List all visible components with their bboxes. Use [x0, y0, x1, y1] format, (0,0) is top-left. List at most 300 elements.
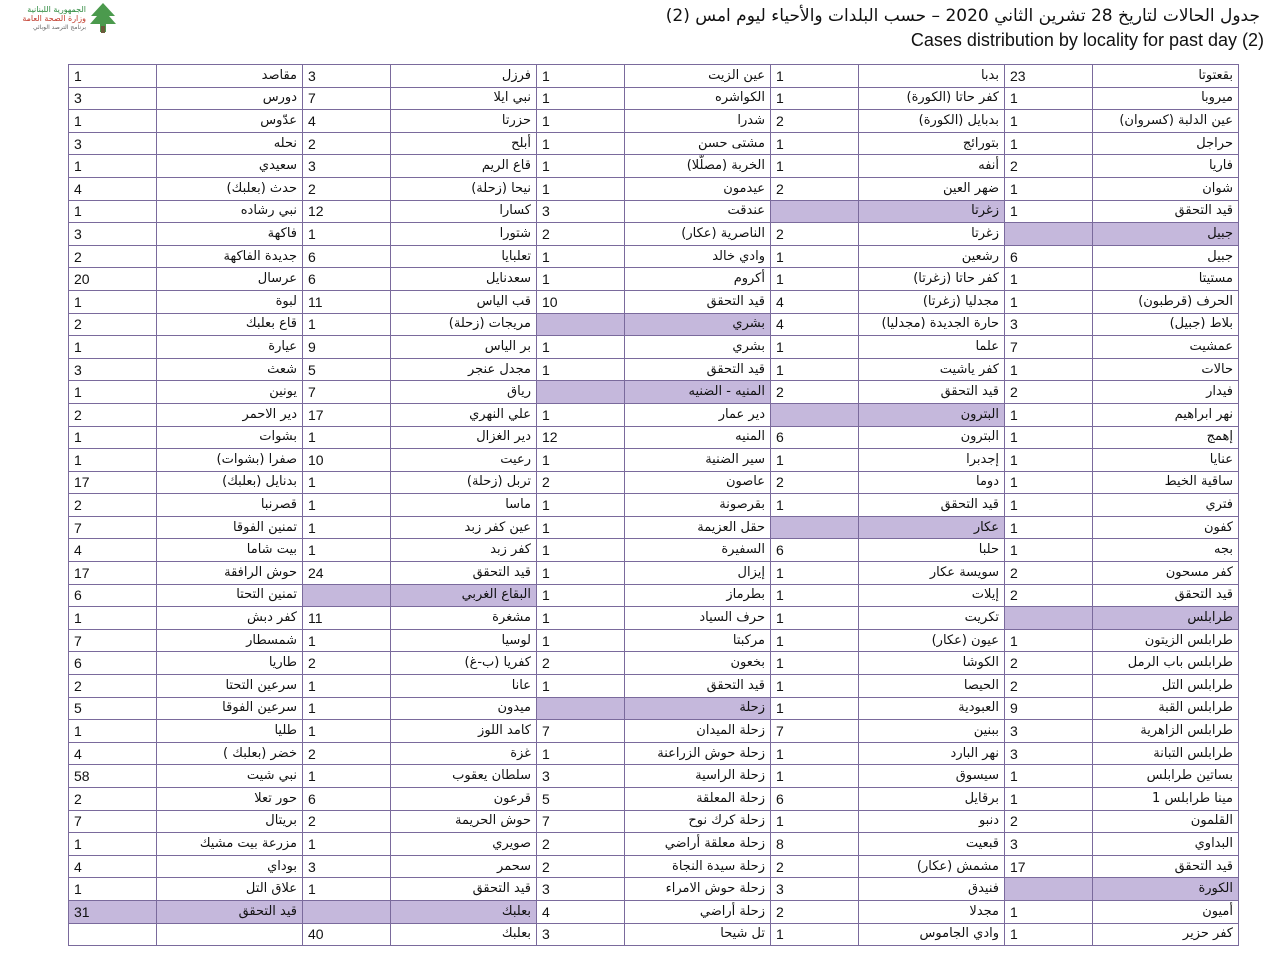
table-row: [69, 132, 1239, 155]
case-count-cell: [1005, 878, 1093, 901]
case-count-cell: 1: [771, 132, 859, 155]
locality-name-cell: فيدار: [1093, 381, 1239, 404]
case-count-cell: 2: [537, 652, 625, 675]
case-count-cell: 1: [771, 675, 859, 698]
case-count-cell: 1: [771, 923, 859, 946]
locality-name-cell: عمشيت: [1093, 336, 1239, 359]
case-count-cell: 2: [303, 177, 391, 200]
locality-name-cell: حالات: [1093, 358, 1239, 381]
case-count-cell: [537, 381, 625, 404]
locality-name-cell: [157, 923, 303, 946]
locality-name-cell: بتورائج: [859, 132, 1005, 155]
case-count-cell: 1: [771, 652, 859, 675]
locality-name-cell: مقاصد: [157, 65, 303, 88]
locality-name-cell: كسارا: [391, 200, 537, 223]
case-count-cell: 3: [303, 155, 391, 178]
locality-name-cell: بعلبك: [391, 923, 537, 946]
table-row: [69, 336, 1239, 359]
case-count-cell: 4: [69, 742, 157, 765]
case-count-cell: 1: [771, 810, 859, 833]
locality-name-cell: الكوشا: [859, 652, 1005, 675]
case-count-cell: 1: [303, 629, 391, 652]
case-count-cell: 1: [1005, 132, 1093, 155]
case-count-cell: 1: [69, 110, 157, 133]
locality-name-cell: تربل (زحلة): [391, 471, 537, 494]
case-count-cell: 2: [1005, 675, 1093, 698]
district-header-cell: البترون: [859, 403, 1005, 426]
case-count-cell: 1: [771, 87, 859, 110]
locality-name-cell: شعث: [157, 358, 303, 381]
locality-name-cell: الحيصا: [859, 675, 1005, 698]
table-row: [69, 742, 1239, 765]
table-row: [69, 403, 1239, 426]
case-count-cell: 1: [771, 268, 859, 291]
case-count-cell: 3: [303, 855, 391, 878]
case-count-cell: 1: [1005, 200, 1093, 223]
case-count-cell: 4: [537, 900, 625, 923]
case-count-cell: 1: [1005, 110, 1093, 133]
locality-name-cell: نبي ايلا: [391, 87, 537, 110]
case-count-cell: 1: [303, 494, 391, 517]
table-row: [69, 788, 1239, 811]
case-count-cell: 1: [537, 65, 625, 88]
locality-name-cell: عين الزيت: [625, 65, 771, 88]
case-count-cell: 1: [69, 65, 157, 88]
locality-name-cell: قيد التحقق: [625, 358, 771, 381]
district-header-cell: زحلة: [625, 697, 771, 720]
locality-name-cell: قصرنبا: [157, 494, 303, 517]
case-count-cell: 1: [303, 878, 391, 901]
case-count-cell: 4: [69, 539, 157, 562]
locality-name-cell: دير الغزال: [391, 426, 537, 449]
case-count-cell: 2: [69, 494, 157, 517]
locality-name-cell: حور تعلا: [157, 788, 303, 811]
case-count-cell: 1: [771, 562, 859, 585]
case-count-cell: 2: [537, 833, 625, 856]
locality-name-cell: فاكهة: [157, 223, 303, 246]
cases-table: [68, 64, 1239, 946]
case-count-cell: 3: [1005, 742, 1093, 765]
locality-name-cell: عدّوس: [157, 110, 303, 133]
locality-name-cell: كفر زبد: [391, 539, 537, 562]
case-count-cell: 1: [1005, 788, 1093, 811]
table-row: [69, 313, 1239, 336]
case-count-cell: 1: [537, 87, 625, 110]
locality-name-cell: ضهر العين: [859, 177, 1005, 200]
locality-name-cell: أكروم: [625, 268, 771, 291]
locality-name-cell: بقعتوتا: [1093, 65, 1239, 88]
locality-name-cell: البداوي: [1093, 833, 1239, 856]
locality-name-cell: أنفه: [859, 155, 1005, 178]
locality-name-cell: نبي رشاده: [157, 200, 303, 223]
locality-name-cell: سلطان يعقوب: [391, 765, 537, 788]
case-count-cell: 1: [1005, 900, 1093, 923]
case-count-cell: 1: [1005, 177, 1093, 200]
case-count-cell: 4: [771, 313, 859, 336]
district-header-cell: زغرتا: [859, 200, 1005, 223]
case-count-cell: 2: [69, 245, 157, 268]
table-row: [69, 290, 1239, 313]
table-row: [69, 358, 1239, 381]
locality-name-cell: كفر دبش: [157, 607, 303, 630]
locality-name-cell: مركبتا: [625, 629, 771, 652]
locality-name-cell: بوداي: [157, 855, 303, 878]
table-row: [69, 607, 1239, 630]
locality-name-cell: حوش الحريمة: [391, 810, 537, 833]
locality-name-cell: دير الاحمر: [157, 403, 303, 426]
case-count-cell: 1: [303, 426, 391, 449]
cases-table-body: [69, 65, 1239, 946]
locality-name-cell: زحلة الراسية: [625, 765, 771, 788]
case-count-cell: [303, 900, 391, 923]
case-count-cell: 1: [537, 539, 625, 562]
table-row: [69, 810, 1239, 833]
locality-name-cell: قيد التحقق: [859, 494, 1005, 517]
locality-name-cell: بدبا: [859, 65, 1005, 88]
case-count-cell: [771, 516, 859, 539]
case-count-cell: 10: [303, 449, 391, 472]
case-count-cell: 20: [69, 268, 157, 291]
locality-name-cell: إيزال: [625, 562, 771, 585]
locality-name-cell: لوسيا: [391, 629, 537, 652]
case-count-cell: 1: [537, 516, 625, 539]
case-count-cell: 1: [69, 426, 157, 449]
logo-line-3: برنامج الترصد الوبائي: [32, 24, 86, 31]
locality-name-cell: تكريت: [859, 607, 1005, 630]
case-count-cell: 1: [303, 516, 391, 539]
case-count-cell: 1: [303, 675, 391, 698]
locality-name-cell: المنيه: [625, 426, 771, 449]
locality-name-cell: وادي خالد: [625, 245, 771, 268]
locality-name-cell: العبودية: [859, 697, 1005, 720]
page-title-arabic: جدول الحالات لتاريخ 28 تشرين الثاني 2020 – حسب البلدات والأحياء ليوم امس (2): [665, 6, 1260, 26]
locality-name-cell: أبلح: [391, 132, 537, 155]
case-count-cell: 31: [69, 900, 157, 923]
case-count-cell: 1: [69, 720, 157, 743]
locality-name-cell: طرابلس باب الرمل: [1093, 652, 1239, 675]
locality-name-cell: بطرماز: [625, 584, 771, 607]
locality-name-cell: طليا: [157, 720, 303, 743]
page-header: [0, 0, 1280, 62]
table-row: [69, 833, 1239, 856]
locality-name-cell: دوما: [859, 471, 1005, 494]
case-count-cell: 17: [1005, 855, 1093, 878]
case-count-cell: 9: [1005, 697, 1093, 720]
case-count-cell: 3: [1005, 313, 1093, 336]
case-count-cell: 17: [69, 562, 157, 585]
case-count-cell: 2: [69, 403, 157, 426]
locality-name-cell: علي النهري: [391, 403, 537, 426]
locality-name-cell: بيت شاما: [157, 539, 303, 562]
case-count-cell: 1: [537, 607, 625, 630]
locality-name-cell: كفر ياشيت: [859, 358, 1005, 381]
district-header-cell: بشري: [625, 313, 771, 336]
locality-name-cell: زحلة أراضي: [625, 900, 771, 923]
case-count-cell: 1: [303, 539, 391, 562]
case-count-cell: 1: [771, 65, 859, 88]
locality-name-cell: سعدنايل: [391, 268, 537, 291]
locality-name-cell: فتري: [1093, 494, 1239, 517]
table-row: [69, 426, 1239, 449]
case-count-cell: 2: [1005, 381, 1093, 404]
case-count-cell: 1: [1005, 358, 1093, 381]
locality-name-cell: الكواشره: [625, 87, 771, 110]
case-count-cell: 1: [771, 336, 859, 359]
table-row: [69, 652, 1239, 675]
locality-name-cell: سرعين الفوقا: [157, 697, 303, 720]
table-row: [69, 268, 1239, 291]
case-count-cell: 2: [69, 788, 157, 811]
locality-name-cell: علما: [859, 336, 1005, 359]
case-count-cell: 7: [771, 720, 859, 743]
locality-name-cell: مجدلا: [859, 900, 1005, 923]
table-row: [69, 155, 1239, 178]
case-count-cell: 5: [69, 697, 157, 720]
locality-name-cell: ميروبا: [1093, 87, 1239, 110]
table-row: [69, 200, 1239, 223]
locality-name-cell: عنايا: [1093, 449, 1239, 472]
case-count-cell: 6: [303, 268, 391, 291]
case-count-cell: 9: [303, 336, 391, 359]
case-count-cell: 1: [537, 132, 625, 155]
case-count-cell: [1005, 223, 1093, 246]
table-row: [69, 177, 1239, 200]
table-row: [69, 855, 1239, 878]
case-count-cell: 4: [303, 110, 391, 133]
case-count-cell: 3: [771, 878, 859, 901]
case-count-cell: 1: [537, 494, 625, 517]
case-count-cell: 3: [1005, 720, 1093, 743]
locality-name-cell: بجه: [1093, 539, 1239, 562]
table-row: [69, 110, 1239, 133]
locality-name-cell: مشغرة: [391, 607, 537, 630]
cases-table-wrapper: [68, 64, 1238, 946]
case-count-cell: 11: [303, 607, 391, 630]
locality-name-cell: أميون: [1093, 900, 1239, 923]
district-header-cell: المنيه - الضنيه: [625, 381, 771, 404]
case-count-cell: 10: [537, 290, 625, 313]
locality-name-cell: عين كفر زبد: [391, 516, 537, 539]
case-count-cell: 1: [771, 494, 859, 517]
case-count-cell: [1005, 607, 1093, 630]
case-count-cell: 2: [303, 742, 391, 765]
locality-name-cell: طرابلس القبة: [1093, 697, 1239, 720]
case-count-cell: 1: [69, 607, 157, 630]
case-count-cell: 1: [1005, 539, 1093, 562]
case-count-cell: 1: [1005, 629, 1093, 652]
locality-name-cell: غزة: [391, 742, 537, 765]
locality-name-cell: زغرتا: [859, 223, 1005, 246]
district-header-cell: بعلبك: [391, 900, 537, 923]
locality-name-cell: كفر حزير: [1093, 923, 1239, 946]
locality-name-cell: طرابلس الزيتون: [1093, 629, 1239, 652]
case-count-cell: 2: [537, 223, 625, 246]
locality-name-cell: بساتين طرابلس: [1093, 765, 1239, 788]
case-count-cell: 1: [537, 403, 625, 426]
locality-name-cell: زحلة معلقة أراضي: [625, 833, 771, 856]
locality-name-cell: جبيل: [1093, 245, 1239, 268]
district-header-cell: قيد التحقق: [157, 900, 303, 923]
table-row: [69, 629, 1239, 652]
case-count-cell: 6: [1005, 245, 1093, 268]
case-count-cell: 1: [771, 155, 859, 178]
case-count-cell: 1: [537, 155, 625, 178]
case-count-cell: 6: [303, 788, 391, 811]
case-count-cell: 1: [69, 449, 157, 472]
case-count-cell: 24: [303, 562, 391, 585]
locality-name-cell: كفر مسحون: [1093, 562, 1239, 585]
case-count-cell: 6: [303, 245, 391, 268]
locality-name-cell: مجدل عنجر: [391, 358, 537, 381]
table-row: [69, 449, 1239, 472]
locality-name-cell: تمنين التحتا: [157, 584, 303, 607]
case-count-cell: 7: [69, 629, 157, 652]
locality-name-cell: بلاط (جبيل): [1093, 313, 1239, 336]
locality-name-cell: قب الياس: [391, 290, 537, 313]
locality-name-cell: تمنين الفوقا: [157, 516, 303, 539]
case-count-cell: 3: [303, 65, 391, 88]
case-count-cell: 1: [537, 449, 625, 472]
logo-line-1: الجمهورية اللبنانية: [27, 5, 86, 14]
case-count-cell: 7: [1005, 336, 1093, 359]
locality-name-cell: قيد التحقق: [1093, 200, 1239, 223]
case-count-cell: 1: [537, 584, 625, 607]
case-count-cell: 1: [1005, 268, 1093, 291]
case-count-cell: 3: [537, 200, 625, 223]
locality-name-cell: فنيدق: [859, 878, 1005, 901]
table-row: [69, 765, 1239, 788]
table-row: [69, 87, 1239, 110]
locality-name-cell: عندقت: [625, 200, 771, 223]
locality-name-cell: عيدمون: [625, 177, 771, 200]
locality-name-cell: زحلة حوش الزراعنة: [625, 742, 771, 765]
table-row: [69, 562, 1239, 585]
locality-name-cell: فرزل: [391, 65, 537, 88]
case-count-cell: 7: [303, 87, 391, 110]
locality-name-cell: حقل العزيمة: [625, 516, 771, 539]
case-count-cell: 1: [303, 471, 391, 494]
logo-line-2: وزارة الصحة العامة: [22, 14, 86, 23]
case-count-cell: 2: [1005, 652, 1093, 675]
locality-name-cell: سحمر: [391, 855, 537, 878]
table-row: [69, 675, 1239, 698]
case-count-cell: [69, 923, 157, 946]
case-count-cell: 1: [1005, 923, 1093, 946]
locality-name-cell: حراجل: [1093, 132, 1239, 155]
case-count-cell: 2: [771, 471, 859, 494]
locality-name-cell: صويري: [391, 833, 537, 856]
locality-name-cell: كفون: [1093, 516, 1239, 539]
locality-name-cell: خضر (بعلبك ): [157, 742, 303, 765]
locality-name-cell: مزرعة بيت مشيك: [157, 833, 303, 856]
case-count-cell: 2: [537, 471, 625, 494]
case-count-cell: 2: [1005, 155, 1093, 178]
case-count-cell: 2: [303, 132, 391, 155]
table-row: [69, 471, 1239, 494]
locality-name-cell: سرعين التحتا: [157, 675, 303, 698]
case-count-cell: [771, 200, 859, 223]
locality-name-cell: زحلة المعلقة: [625, 788, 771, 811]
case-count-cell: 12: [303, 200, 391, 223]
case-count-cell: 1: [69, 878, 157, 901]
locality-name-cell: ماسا: [391, 494, 537, 517]
case-count-cell: 1: [771, 607, 859, 630]
case-count-cell: 2: [69, 313, 157, 336]
district-header-cell: البقاع الغربي: [391, 584, 537, 607]
case-count-cell: 2: [771, 177, 859, 200]
locality-name-cell: عيون (عكار): [859, 629, 1005, 652]
case-count-cell: [537, 313, 625, 336]
locality-name-cell: إهمج: [1093, 426, 1239, 449]
locality-name-cell: دنبو: [859, 810, 1005, 833]
district-header-cell: الكورة: [1093, 878, 1239, 901]
locality-name-cell: جديدة الفاكهة: [157, 245, 303, 268]
table-row: [69, 539, 1239, 562]
district-header-cell: عكار: [859, 516, 1005, 539]
locality-name-cell: قيد التحقق: [859, 381, 1005, 404]
locality-name-cell: وادي الجاموس: [859, 923, 1005, 946]
locality-name-cell: حرف السياد: [625, 607, 771, 630]
table-row: [69, 878, 1239, 901]
locality-name-cell: حوش الرافقة: [157, 562, 303, 585]
locality-name-cell: حدث (بعلبك): [157, 177, 303, 200]
case-count-cell: 4: [771, 290, 859, 313]
locality-name-cell: طاريا: [157, 652, 303, 675]
case-count-cell: 1: [771, 765, 859, 788]
locality-name-cell: كفر حاتا (زغرتا): [859, 268, 1005, 291]
case-count-cell: 1: [1005, 426, 1093, 449]
locality-name-cell: نحله: [157, 132, 303, 155]
case-count-cell: 1: [69, 155, 157, 178]
locality-name-cell: سيسوق: [859, 765, 1005, 788]
case-count-cell: 6: [771, 539, 859, 562]
locality-name-cell: دورس: [157, 87, 303, 110]
locality-name-cell: كفريا (ب-غ): [391, 652, 537, 675]
locality-name-cell: علاق التل: [157, 878, 303, 901]
locality-name-cell: السفيرة: [625, 539, 771, 562]
case-count-cell: 3: [69, 87, 157, 110]
case-count-cell: 1: [537, 268, 625, 291]
table-row: [69, 516, 1239, 539]
case-count-cell: 1: [69, 290, 157, 313]
locality-name-cell: ببنين: [859, 720, 1005, 743]
case-count-cell: 12: [537, 426, 625, 449]
table-row: [69, 697, 1239, 720]
case-count-cell: 2: [771, 855, 859, 878]
case-count-cell: 2: [537, 855, 625, 878]
case-count-cell: 1: [1005, 765, 1093, 788]
locality-name-cell: ساقية الخيط: [1093, 471, 1239, 494]
locality-name-cell: بخعون: [625, 652, 771, 675]
case-count-cell: 3: [69, 132, 157, 155]
locality-name-cell: كفر حاتا (الكورة): [859, 87, 1005, 110]
case-count-cell: 7: [69, 516, 157, 539]
case-count-cell: 2: [303, 810, 391, 833]
locality-name-cell: زحلة الميدان: [625, 720, 771, 743]
case-count-cell: 1: [537, 336, 625, 359]
locality-name-cell: دير عمار: [625, 403, 771, 426]
locality-name-cell: طرابلس التبانة: [1093, 742, 1239, 765]
locality-name-cell: عين الدلبة (كسروان): [1093, 110, 1239, 133]
table-row: [69, 494, 1239, 517]
locality-name-cell: إيلات: [859, 584, 1005, 607]
locality-name-cell: بدنايل (بعلبك): [157, 471, 303, 494]
case-count-cell: 1: [1005, 449, 1093, 472]
locality-name-cell: يونين: [157, 381, 303, 404]
locality-name-cell: الحرف (قرطبون): [1093, 290, 1239, 313]
locality-name-cell: نهر ابراهيم: [1093, 403, 1239, 426]
locality-name-cell: نيحا (زحلة): [391, 177, 537, 200]
